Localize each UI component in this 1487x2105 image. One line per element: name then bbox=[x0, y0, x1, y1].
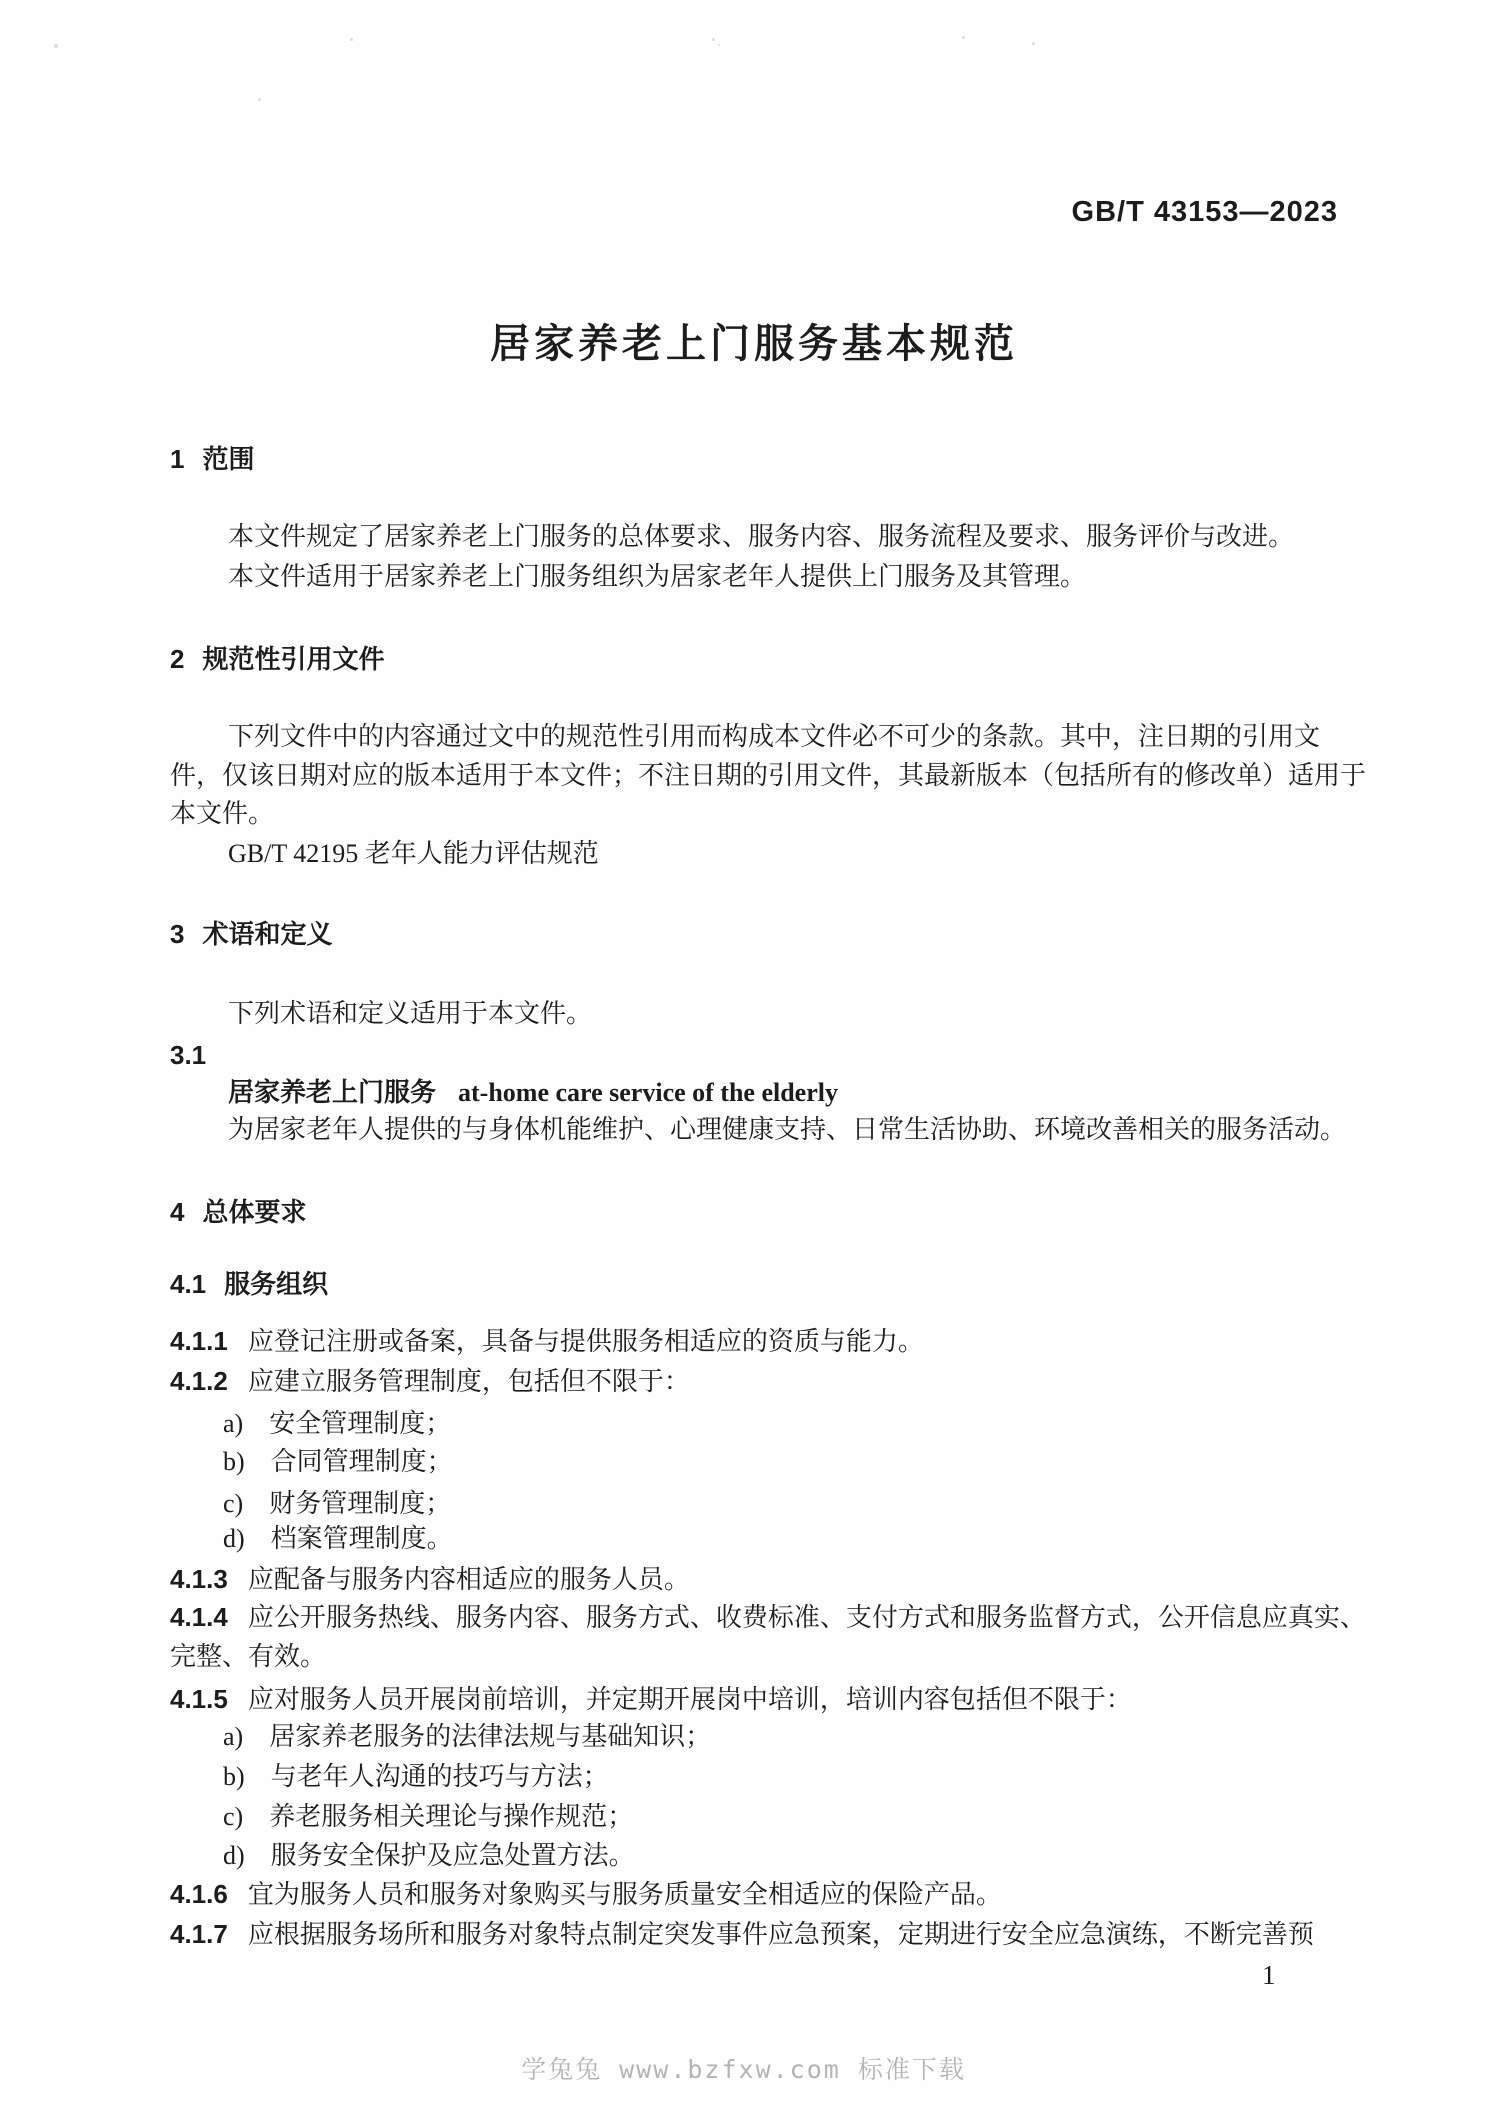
term-entry bbox=[228, 1076, 838, 1109]
subsection-title: 服务组织 bbox=[224, 1269, 329, 1299]
list-text: 与老年人沟通的技巧与方法； bbox=[270, 1762, 609, 1791]
section-4-heading bbox=[170, 1196, 306, 1228]
term-chinese: 居家养老上门服务 bbox=[228, 1077, 437, 1107]
clause-number: 4.1.6 bbox=[170, 1879, 228, 1909]
list-item bbox=[223, 1408, 451, 1440]
paragraph-line: 本文件。 bbox=[170, 799, 275, 828]
section-1-heading bbox=[170, 443, 254, 475]
standard-number: GB/T 43153—2023 bbox=[1071, 196, 1338, 228]
list-marker: a) bbox=[223, 1409, 244, 1438]
section-title: 总体要求 bbox=[202, 1197, 307, 1227]
scan-noise-dot bbox=[712, 38, 715, 41]
clause-text: 应配备与服务内容相适应的服务人员。 bbox=[247, 1565, 690, 1594]
clause-text: 应登记注册或备案，具备与提供服务相适应的资质与能力。 bbox=[247, 1327, 924, 1356]
list-text: 居家养老服务的法律法规与基础知识； bbox=[269, 1722, 712, 1751]
paragraph-line: 件，仅该日期对应的版本适用于本文件；不注日期的引用文件，其最新版本（包括所有的修改单）适用于 bbox=[170, 761, 1367, 790]
clause-number: 3.1 bbox=[170, 1040, 207, 1070]
list-item bbox=[223, 1761, 609, 1793]
section-number: 4 bbox=[170, 1197, 185, 1227]
list-item bbox=[223, 1523, 453, 1555]
clause-4-1-1 bbox=[170, 1325, 924, 1358]
section-3-heading bbox=[170, 918, 332, 950]
scan-noise-dot bbox=[350, 38, 353, 41]
list-marker: d) bbox=[223, 1841, 245, 1870]
clause-4-1-4-continuation: 完整、有效。 bbox=[170, 1642, 327, 1671]
list-marker: b) bbox=[223, 1447, 245, 1476]
subsection-number: 4.1 bbox=[170, 1269, 207, 1299]
clause-text: 应公开服务热线、服务内容、服务方式、收费标准、支付方式和服务监督方式，公开信息应真实、 bbox=[247, 1603, 1366, 1632]
list-marker: c) bbox=[223, 1802, 244, 1831]
clause-4-1-3 bbox=[170, 1563, 690, 1596]
list-item bbox=[223, 1721, 711, 1753]
scan-noise-dot bbox=[718, 44, 720, 46]
clause-text: 宜为服务人员和服务对象购买与服务质量安全相适应的保险产品。 bbox=[247, 1880, 1002, 1909]
clause-4-1-4 bbox=[170, 1601, 1366, 1634]
clause-text: 应对服务人员开展岗前培训，并定期开展岗中培训，培训内容包括但不限于： bbox=[247, 1685, 1132, 1714]
list-text: 合同管理制度； bbox=[270, 1447, 453, 1476]
scan-noise-dot bbox=[1032, 42, 1035, 45]
clause-4-1-5 bbox=[170, 1683, 1132, 1716]
section-number: 1 bbox=[170, 444, 185, 474]
clause-number: 4.1.2 bbox=[170, 1366, 228, 1396]
section-title: 术语和定义 bbox=[202, 919, 333, 949]
list-marker: b) bbox=[223, 1762, 245, 1791]
normative-reference: GB/T 42195 老年人能力评估规范 bbox=[228, 839, 599, 868]
section-2-heading bbox=[170, 643, 384, 675]
list-text: 财务管理制度； bbox=[269, 1489, 452, 1518]
paragraph-line: 本文件规定了居家养老上门服务的总体要求、服务内容、服务流程及要求、服务评价与改进。 bbox=[228, 522, 1295, 551]
paragraph-line: 下列文件中的内容通过文中的规范性引用而构成本文件必不可少的条款。其中，注日期的引用文 bbox=[228, 722, 1321, 751]
term-english: at-home care service of the elderly bbox=[458, 1078, 838, 1107]
scan-noise-dot bbox=[962, 36, 965, 39]
clause-4-1-2 bbox=[170, 1365, 690, 1398]
scan-noise-dot bbox=[258, 98, 261, 101]
section-number: 2 bbox=[170, 644, 185, 674]
clause-text: 应建立服务管理制度，包括但不限于： bbox=[247, 1367, 690, 1396]
list-text: 养老服务相关理论与操作规范； bbox=[269, 1802, 634, 1831]
section-title: 规范性引用文件 bbox=[202, 644, 385, 674]
list-marker: a) bbox=[223, 1722, 244, 1751]
list-marker: c) bbox=[223, 1489, 244, 1518]
list-item bbox=[223, 1488, 451, 1520]
list-text: 服务安全保护及应急处置方法。 bbox=[270, 1841, 635, 1870]
clause-text: 应根据服务场所和服务对象特点制定突发事件应急预案，定期进行安全应急演练，不断完善预 bbox=[247, 1920, 1314, 1949]
page-number: 1 bbox=[1262, 1960, 1276, 1990]
list-text: 档案管理制度。 bbox=[270, 1524, 453, 1553]
clause-4-1-6 bbox=[170, 1878, 1002, 1911]
list-text: 安全管理制度； bbox=[269, 1409, 452, 1438]
clause-number: 4.1.4 bbox=[170, 1602, 228, 1632]
list-item bbox=[223, 1446, 453, 1478]
scan-noise-dot bbox=[54, 44, 58, 48]
list-item bbox=[223, 1801, 633, 1833]
term-entry-number bbox=[170, 1039, 226, 1072]
subsection-4-1-heading bbox=[170, 1268, 328, 1300]
watermark-footer: 学兔兔 www.bzfxw.com 标准下载 bbox=[521, 2055, 966, 2084]
document-title: 居家养老上门服务基本规范 bbox=[490, 322, 1018, 366]
clause-number: 4.1.7 bbox=[170, 1919, 228, 1949]
clause-number: 4.1.3 bbox=[170, 1564, 228, 1594]
paragraph-line: 本文件适用于居家养老上门服务组织为居家老年人提供上门服务及其管理。 bbox=[228, 562, 1087, 591]
section-number: 3 bbox=[170, 919, 185, 949]
clause-number: 4.1.5 bbox=[170, 1684, 228, 1714]
clause-4-1-7 bbox=[170, 1918, 1314, 1951]
section-title: 范围 bbox=[202, 444, 255, 474]
list-item bbox=[223, 1840, 635, 1872]
list-marker: d) bbox=[223, 1524, 245, 1553]
term-definition: 为居家老年人提供的与身体机能维护、心理健康支持、日常生活协助、环境改善相关的服务活动。 bbox=[228, 1115, 1347, 1144]
terms-intro: 下列术语和定义适用于本文件。 bbox=[228, 999, 593, 1028]
clause-number: 4.1.1 bbox=[170, 1326, 228, 1356]
